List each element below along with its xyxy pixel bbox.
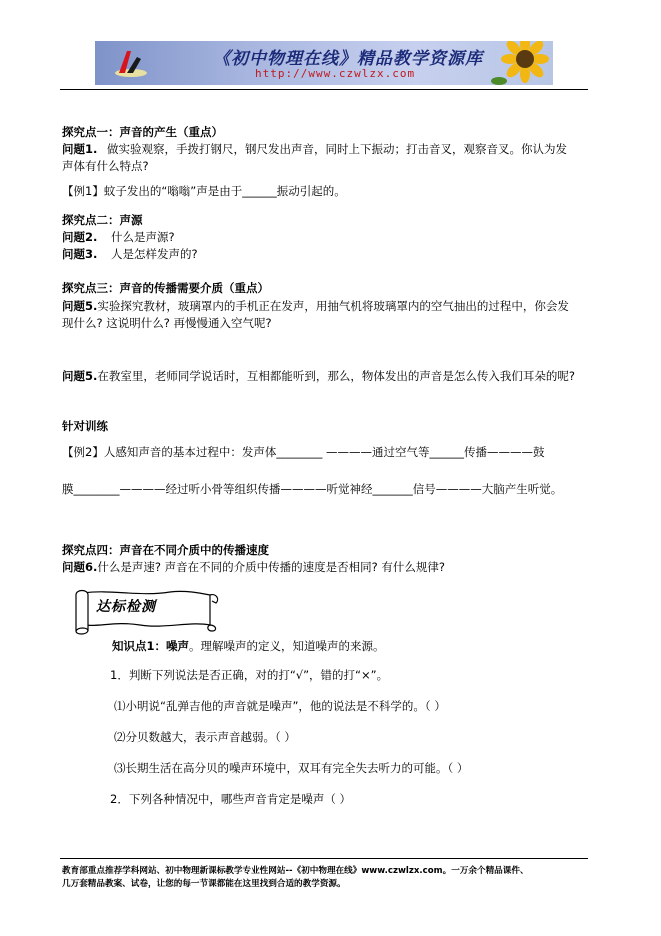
assessment-banner-label: 达标检测 [96, 599, 156, 615]
assessment-item-1: 1．判断下列说法是否正确，对的打“√”，错的打“×”。 [110, 668, 389, 682]
assessment-item-1a: ⑴小明说“乱弹吉他的声音就是噪声”，他的说法是不科学的。（ ） [114, 699, 446, 713]
assessment-item-1c: ⑶长期生活在高分贝的噪声环境中，双耳有完全失去听力的可能。（ ） [114, 761, 469, 775]
question-6-text: 什么是声速? 声音在不同的介质中传播的速度是否相同? 有什么规律? [97, 560, 445, 574]
question-6 [62, 559, 445, 576]
question-5a-label: 问题5. [62, 299, 98, 313]
example-2-line2: 膜________————经过听小骨等组织传播————听觉神经_______信号————大脑产生听觉。 [62, 482, 563, 496]
footer-line1: 教育部重点推荐学科网站、初中物理新课标教学专业性网站--《初中物理在线》www.czwlzx.com。一万余个精品课件、 [62, 866, 529, 876]
section3-heading: 探究点三：声音的传播需要介质（重点） [62, 281, 269, 295]
question-3-label: 问题3. [62, 247, 98, 261]
question-5b [62, 368, 575, 385]
knowledge-point-1 [112, 638, 385, 655]
training-heading: 针对训练 [62, 419, 108, 433]
question-3-text: 人是怎样发声的? [111, 247, 198, 261]
footer-line2: 几万套精品教案、试卷，让您的每一节课都能在这里找到合适的教学资源。 [62, 879, 346, 889]
site-logo-icon [113, 47, 149, 79]
assessment-item-2: 2．下列各种情况中，哪些声音肯定是噪声（ ） [110, 792, 351, 806]
question-1-text: 做实验观察，手拨打钢尺，钢尺发出声音，同时上下振动；打击音叉，观察音叉。你认为发 [107, 142, 568, 156]
question-5a [62, 298, 569, 315]
question-5b-label: 问题5. [62, 369, 98, 383]
footer-divider [60, 858, 588, 859]
header-banner [95, 41, 553, 85]
question-2-text: 什么是声源? [111, 230, 175, 244]
question-5a-text: 实验探究教材，玻璃罩内的手机正在发声，用抽气机将玻璃罩内的空气抽出的过程中，你会发 [97, 299, 569, 313]
question-3 [62, 246, 198, 263]
section4-heading: 探究点四：声音在不同介质中的传播速度 [62, 543, 269, 557]
question-1-text-cont: 声体有什么特点? [62, 159, 149, 173]
question-1-label: 问题1. [62, 142, 98, 156]
example-1: 【例1】蚊子发出的“嗡嗡”声是由于______振动引起的。 [62, 184, 346, 198]
knowledge-point-1-label: 知识点1：噪声 [112, 639, 190, 653]
question-2-label: 问题2. [62, 230, 98, 244]
banner-url[interactable]: http://www.czwlzx.com [255, 67, 416, 80]
question-2 [62, 229, 175, 246]
question-1 [62, 141, 567, 158]
knowledge-point-1-text: 。理解噪声的定义，知道噪声的来源。 [189, 639, 385, 653]
banner-title: 《初中物理在线》精品教学资源库 [213, 49, 483, 69]
sunflower-icon [491, 41, 551, 85]
question-5a-text-cont: 现什么? 这说明什么? 再慢慢通入空气呢? [62, 316, 272, 330]
section1-heading: 探究点一：声音的产生（重点） [62, 125, 223, 139]
example-2-line1: 【例2】人感知声音的基本过程中：发声体________ ————通过空气等______传播————鼓 [62, 445, 545, 459]
header-divider [60, 89, 588, 90]
assessment-item-1b: ⑵分贝数越大，表示声音越弱。（ ） [114, 730, 296, 744]
question-6-label: 问题6. [62, 560, 98, 574]
section2-heading: 探究点二：声源 [62, 213, 143, 227]
question-5b-text: 在教室里，老师同学说话时，互相都能听到，那么，物体发出的声音是怎么传入我们耳朵的呢? [97, 369, 575, 383]
